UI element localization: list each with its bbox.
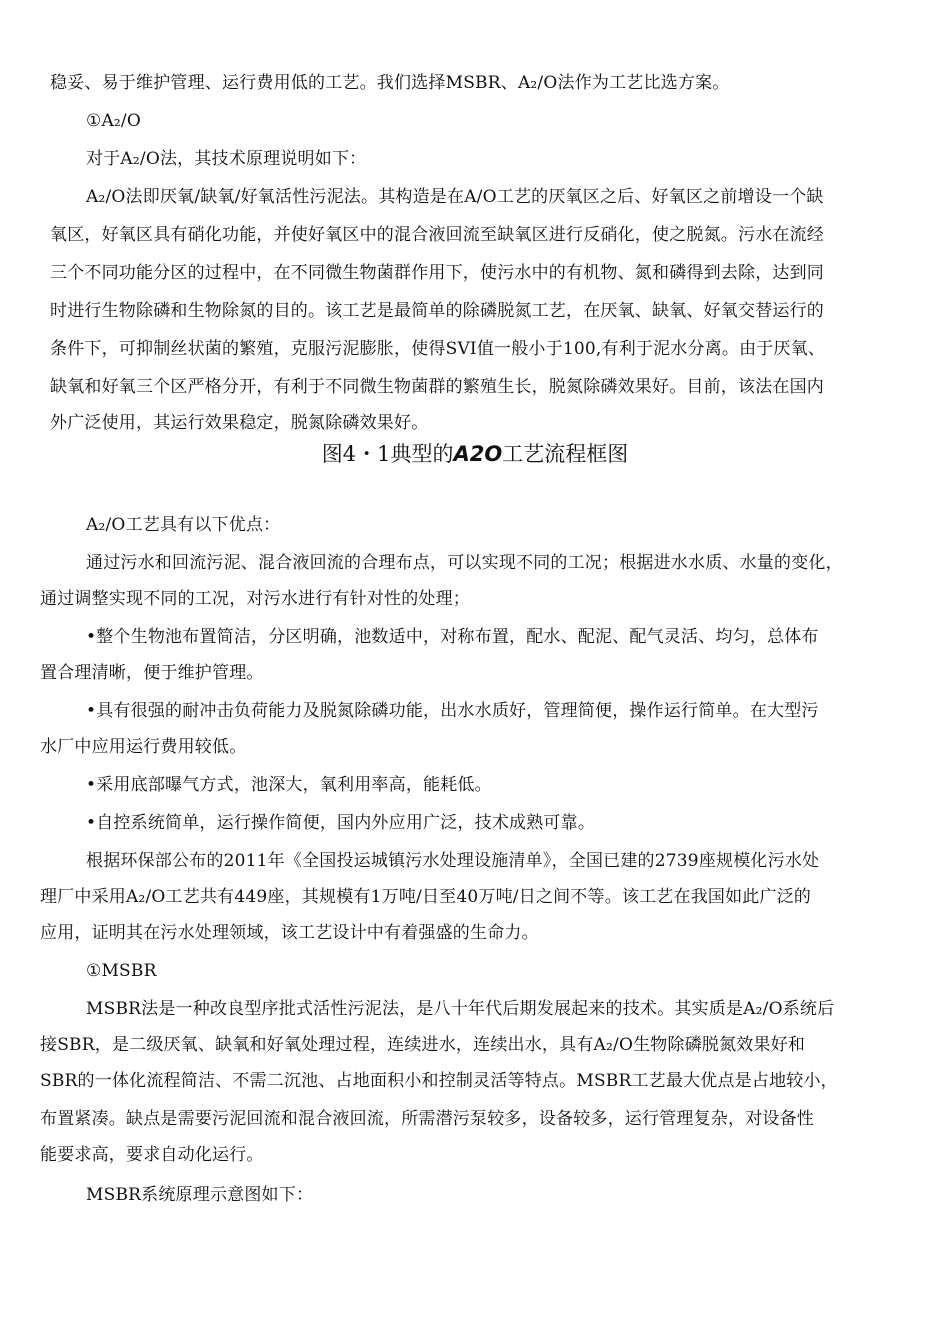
advantages-heading: A₂/O工艺具有以下优点： [86, 515, 281, 535]
msbr-heading: ①MSBR [86, 961, 157, 981]
a2o-principle-line-3: 三个不同功能分区的过程中，在不同微生物菌群作用下，使污水中的有机物、氮和磷得到去除，达到同 [50, 263, 824, 283]
advantage-line-7: •采用底部曝气方式，池深大，氧利用率高，能耗低。 [86, 775, 492, 795]
a2o-principle-line-2: 氧区，好氧区具有硝化功能，并使好氧区中的混合液回流至缺氧区进行反硝化，使之脱氮。污水在流经 [50, 225, 824, 245]
stats-line-3: 应用，证明其在污水处理领域，该工艺设计中有着强盛的生命力。 [40, 923, 539, 943]
figure-caption-emph: A2O [453, 442, 503, 466]
msbr-diagram-intro: MSBR系统原理示意图如下： [86, 1185, 314, 1205]
a2o-principle-line-5: 条件下，可抑制丝状菌的繁殖，克服污泥膨胀，使得SVI值一般小于100,有利于泥水分离。由于厌氧、 [50, 339, 826, 359]
a2o-heading: ①A₂/O [86, 111, 141, 131]
a2o-principle-line-7: 外广泛使用，其运行效果稳定，脱氮除磷效果好。 [50, 413, 429, 433]
a2o-principle-line-4: 时进行生物除磷和生物除氮的目的。该工艺是最简单的除磷脱氮工艺，在厌氧、缺氧、好氧交替运行的 [50, 301, 824, 321]
msbr-line-5: 能要求高，要求自动化运行。 [40, 1145, 264, 1165]
msbr-line-3: SBR的一体化流程简洁、不需二沉池、占地面积小和控制灵活等特点。MSBR工艺最大优点是占地较小， [40, 1071, 838, 1091]
msbr-line-4: 布置紧凑。缺点是需要污泥回流和混合液回流，所需潜污泵较多，设备较多，运行管理复杂，对设备性 [40, 1109, 814, 1129]
msbr-line-2: 接SBR，是二级厌氧、缺氧和好氧处理过程，连续进水，连续出水，具有A₂/O生物除磷脱氮效果好和 [40, 1035, 806, 1055]
a2o-intro: 对于A₂/O法，其技术原理说明如下： [86, 149, 367, 169]
advantage-line-2: 通过调整实现不同的工况，对污水进行有针对性的处理； [40, 589, 470, 609]
stats-line-1: 根据环保部公布的2011年《全国投运城镇污水处理设施清单》，全国已建的2739座规模化污水处 [86, 851, 820, 871]
a2o-principle-line-6: 缺氧和好氧三个区严格分开，有利于不同微生物菌群的繁殖生长，脱氮除磷效果好。目前，该法在国内 [50, 377, 824, 397]
advantage-line-6: 水厂中应用运行费用较低。 [40, 737, 247, 757]
figure-caption-suffix: 工艺流程框图 [502, 442, 629, 466]
msbr-line-1: MSBR法是一种改良型序批式活性污泥法，是八十年代后期发展起来的技术。其实质是A₂/O系统后 [86, 999, 835, 1019]
advantage-line-8: •自控系统简单，运行操作简便，国内外应用广泛，技术成熟可靠。 [86, 813, 596, 833]
advantage-line-5: •具有很强的耐冲击负荷能力及脱氮除磷功能，出水水质好，管理简便，操作运行简单。在大型污 [86, 701, 819, 721]
figure-caption-prefix: 图4・1典型的 [321, 442, 454, 466]
advantage-line-3: •整个生物池布置简洁，分区明确，池数适中，对称布置，配水、配泥、配气灵活、均匀，总体布 [86, 627, 819, 647]
advantage-line-4: 置合理清晰，便于维护管理。 [40, 663, 264, 683]
stats-line-2: 理厂中采用A₂/O工艺共有449座，其规模有1万吨/日至40万吨/日之间不等。该工艺在我国如此广泛的 [40, 887, 812, 907]
intro-line: 稳妥、易于维护管理、运行费用低的工艺。我们选择MSBR、A₂/O法作为工艺比选方案。 [50, 73, 730, 93]
a2o-principle-line-1: A₂/O法即厌氧/缺氧/好氧活性污泥法。其构造是在A/O工艺的厌氧区之后、好氧区之前增设一个缺 [86, 187, 824, 207]
figure-caption [0, 440, 950, 468]
advantage-line-1: 通过污水和回流污泥、混合液回流的合理布点，可以实现不同的工况；根据进水水质、水量的变化， [86, 553, 843, 573]
